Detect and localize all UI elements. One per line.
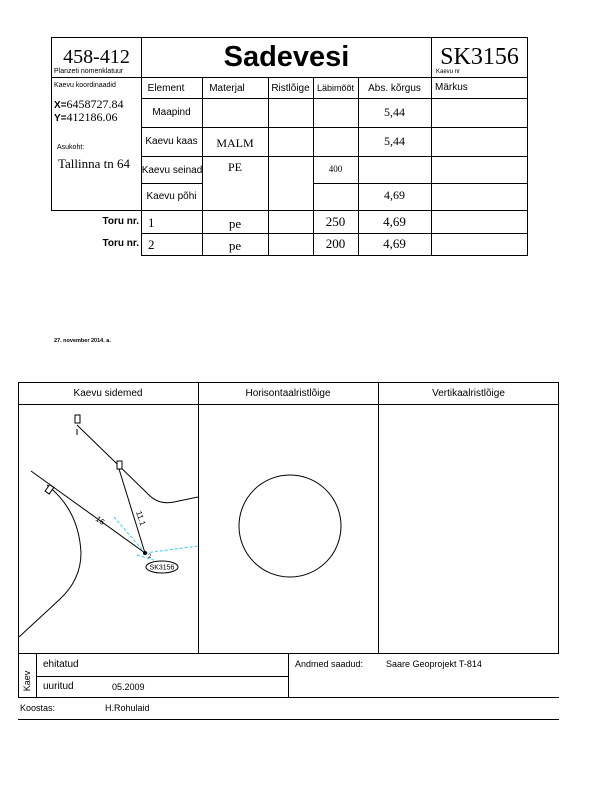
data-source-value: Saare Geoprojekt T-814 [386, 659, 482, 669]
pipe-number: 2 [148, 236, 155, 252]
road-edge [77, 425, 198, 503]
panel-title-links: Kaevu sidemed [73, 388, 143, 399]
location-label: Asukoht: [57, 144, 85, 151]
well-circle [239, 475, 341, 577]
pipe-label: Toru nr. [102, 216, 139, 227]
pipe-abs-height: 4,69 [383, 213, 406, 229]
well-point [143, 551, 147, 555]
y-value: 412186.06 [66, 110, 118, 124]
pipe-number-label: 2 [148, 554, 152, 560]
kaev-label: Kaev [22, 670, 32, 692]
row-element: Kaevu põhi [146, 191, 197, 202]
pipe-abs-height: 4,69 [383, 235, 406, 251]
divider [268, 77, 269, 256]
divider [18, 719, 559, 720]
divider [36, 676, 288, 677]
divider [18, 654, 19, 698]
y-label: Y= [54, 113, 67, 124]
col-header-material: Materjal [209, 82, 245, 94]
pipe-diameter: 250 [325, 213, 346, 229]
dimension-label: 16 [93, 514, 107, 527]
surveyed-label: uuritud [43, 681, 74, 692]
row-material: PE [227, 159, 242, 174]
pipe-label: Toru nr. [102, 238, 139, 249]
row-element: Kaevu kaas [145, 136, 198, 147]
divider [527, 210, 528, 256]
pipe-material: pe [228, 215, 242, 231]
row-element: Maapind [152, 107, 191, 118]
pipe-end-marker [45, 485, 54, 494]
well-number-label: Kaevu nr [436, 69, 461, 75]
measure-line [145, 546, 198, 553]
nomenclature-value: 458-412 [63, 45, 130, 68]
col-header-diameter: Läbimõõt [316, 83, 355, 93]
divider [18, 697, 559, 698]
pipe-number: 1 [148, 214, 155, 230]
nomenclature-label: Planzeti nomenklatuur [54, 68, 124, 75]
road-edge [19, 485, 81, 637]
pipe-line [31, 471, 148, 553]
x-label: X= [54, 100, 67, 111]
pipe-end-marker [117, 461, 122, 469]
built-label: ehitatud [43, 659, 79, 670]
col-header-note: Märkus [435, 81, 468, 93]
print-date: 27. november 2014. a. [54, 338, 111, 344]
row-diameter: 400 [328, 164, 343, 174]
pipe-diameter: 200 [325, 235, 346, 251]
author-value: H.Rohulaid [105, 703, 150, 713]
page-title: Sadevesi [223, 40, 350, 73]
divider [288, 654, 289, 698]
x-value: 6458727.84 [66, 97, 124, 111]
dimension-label: 11.1 [134, 509, 148, 527]
divider [141, 255, 528, 256]
row-abs-height: 4,69 [384, 188, 405, 202]
col-header-element: Element [147, 82, 185, 94]
author-label: Koostas: [20, 703, 56, 713]
col-header-abs-height: Abs. kõrgus [368, 82, 421, 94]
divider [378, 382, 379, 654]
row-element: Kaevu seinad [141, 165, 203, 176]
pipe-material: pe [228, 237, 242, 253]
panel-title-vertical: Vertikaalristlõige [432, 388, 505, 399]
measure-line [137, 555, 157, 561]
well-number: SK3156 [440, 43, 519, 70]
data-source-label: Andmed saadud: [295, 659, 364, 669]
links-sketch [19, 405, 198, 653]
horizontal-section [199, 405, 378, 653]
row-abs-height: 5,44 [384, 134, 405, 148]
col-header-cross-section: Ristlõige [271, 82, 310, 94]
coords-label: Kaevu koordinaadid [54, 82, 116, 89]
panel-title-horizontal: Horisontaalristlõige [245, 388, 331, 399]
surveyed-value: 05.2009 [112, 682, 145, 692]
divider [51, 77, 142, 78]
row-abs-height: 5,44 [384, 105, 405, 119]
location-value: Tallinna tn 64 [58, 156, 131, 171]
y-coordinate [54, 108, 118, 126]
row-material: MALM [216, 136, 254, 150]
well-label: SK3156 [149, 564, 175, 572]
pipe-end-marker [75, 415, 80, 423]
